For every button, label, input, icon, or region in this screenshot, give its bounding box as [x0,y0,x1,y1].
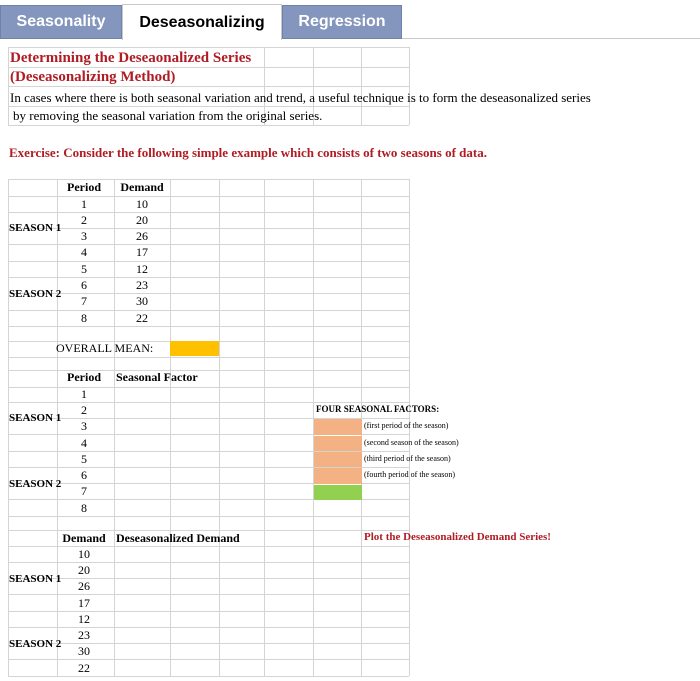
table1-demand-header: Demand [120,180,164,194]
table1-demand-cell: 20 [136,213,148,227]
exercise-text: Exercise: Consider the following simple example which consists of two seasons of data. [9,145,487,160]
grid-line [8,293,409,294]
table2-period-cell: 4 [81,436,87,450]
grid-line [8,594,409,595]
table2-period-cell: 8 [81,501,87,515]
table1-season1-label: SEASON 1 [9,222,62,234]
grid-line [8,106,409,107]
grid-line [8,125,409,126]
sheet-tabs [0,0,700,40]
table1-period-cell: 3 [81,229,87,243]
grid-line [8,627,409,628]
table3-demand-header: Demand [62,531,106,545]
table1-period-cell: 8 [81,311,87,325]
table3-season1-label: SEASON 1 [9,573,62,585]
table3-demand-cell: 10 [78,547,90,561]
overall-mean-cell[interactable] [170,341,219,356]
table2-period-cell: 7 [81,484,87,498]
factor-note-4: (fourth period of the season) [364,470,456,479]
grid-line [8,326,409,327]
factor-cell-3[interactable] [314,452,362,467]
factor-cell-2[interactable] [314,436,362,451]
tab-regression[interactable]: Regression [282,5,402,39]
table1-demand-cell: 26 [136,229,148,243]
grid-line [114,179,115,676]
factor-cell-4[interactable] [314,468,362,484]
table1-demand-cell: 12 [136,262,148,276]
table2-factor-header: Seasonal Factor [116,370,198,384]
table3-demand-cell: 20 [78,563,90,577]
grid-line [8,357,409,358]
section-subtitle: (Deseasonalizing Method) [10,69,176,85]
tab-strip-line [402,38,700,39]
plot-instruction: Plot the Deseasonalized Demand Series! [364,531,551,543]
description-line-2: by removing the seasonal variation from the original series. [13,108,323,123]
grid-line [170,179,171,676]
table1-period-cell: 2 [81,213,87,227]
tab-seasonality[interactable]: Seasonality [0,5,122,39]
table1-demand-cell: 17 [136,245,148,259]
factor-note-3: (third period of the season) [364,454,451,463]
grid-line [8,676,409,677]
table3-demand-cell: 22 [78,661,90,675]
table1-season2-label: SEASON 2 [9,288,62,300]
table2-period-cell: 1 [81,387,87,401]
factor-note-1: (first period of the season) [364,421,449,430]
grid-line [8,387,409,388]
grid-line [361,47,362,125]
grid-line [57,179,58,676]
table1-demand-cell: 10 [136,197,148,211]
table1-demand-cell: 22 [136,311,148,325]
table1-period-cell: 1 [81,197,87,211]
table3-deseason-header: Deseasonalized Demand [116,531,240,545]
table3-demand-cell: 30 [78,644,90,658]
grid-line [8,659,409,660]
table1-period-cell: 6 [81,278,87,292]
table1-demand-cell: 30 [136,294,148,308]
factor-note-2: (second season of the season) [364,438,459,447]
grid-line [8,261,409,262]
grid-line [8,643,409,644]
grid-line [8,86,409,87]
grid-line [8,244,409,245]
overall-mean-label: OVERALL MEAN: [56,341,154,355]
tab-deseasonalizing[interactable]: Deseasonalizing [122,4,282,40]
factor-cell-green[interactable] [314,485,362,500]
grid-line [8,196,409,197]
table1-period-header: Period [67,180,101,194]
grid-line [219,179,220,676]
description-line-1: In cases where there is both seasonal variation and trend, a useful technique is to form the deseasonalized series [10,90,591,105]
factor-cell-1[interactable] [314,419,362,435]
table3-season2-label: SEASON 2 [9,638,62,650]
grid-line [8,228,409,229]
table1-demand-cell: 23 [136,278,148,292]
table2-period-cell: 2 [81,403,87,417]
section-title: Determining the Deseaonalized Series [10,50,252,66]
grid-line [8,47,9,125]
grid-line [8,47,409,48]
grid-line [264,179,265,676]
grid-line [8,578,409,579]
table2-season2-label: SEASON 2 [9,478,62,490]
table2-period-cell: 5 [81,452,87,466]
table3-demand-cell: 23 [78,628,90,642]
table3-demand-cell: 12 [78,612,90,626]
grid-line [409,47,410,125]
table2-period-cell: 3 [81,419,87,433]
table2-period-cell: 6 [81,468,87,482]
table3-demand-cell: 26 [78,579,90,593]
table1-period-cell: 4 [81,245,87,259]
table3-demand-cell: 17 [78,596,90,610]
grid-line [8,212,409,213]
grid-line [8,67,409,68]
factors-title: FOUR SEASONAL FACTORS: [316,404,440,414]
table1-period-cell: 7 [81,294,87,308]
table1-period-cell: 5 [81,262,87,276]
grid-line [8,611,409,612]
grid-line [8,179,9,676]
table2-period-header: Period [67,370,101,384]
grid-line [8,562,409,563]
grid-line [8,277,409,278]
grid-line [8,546,409,547]
table2-season1-label: SEASON 1 [9,412,62,424]
grid-line [8,310,409,311]
